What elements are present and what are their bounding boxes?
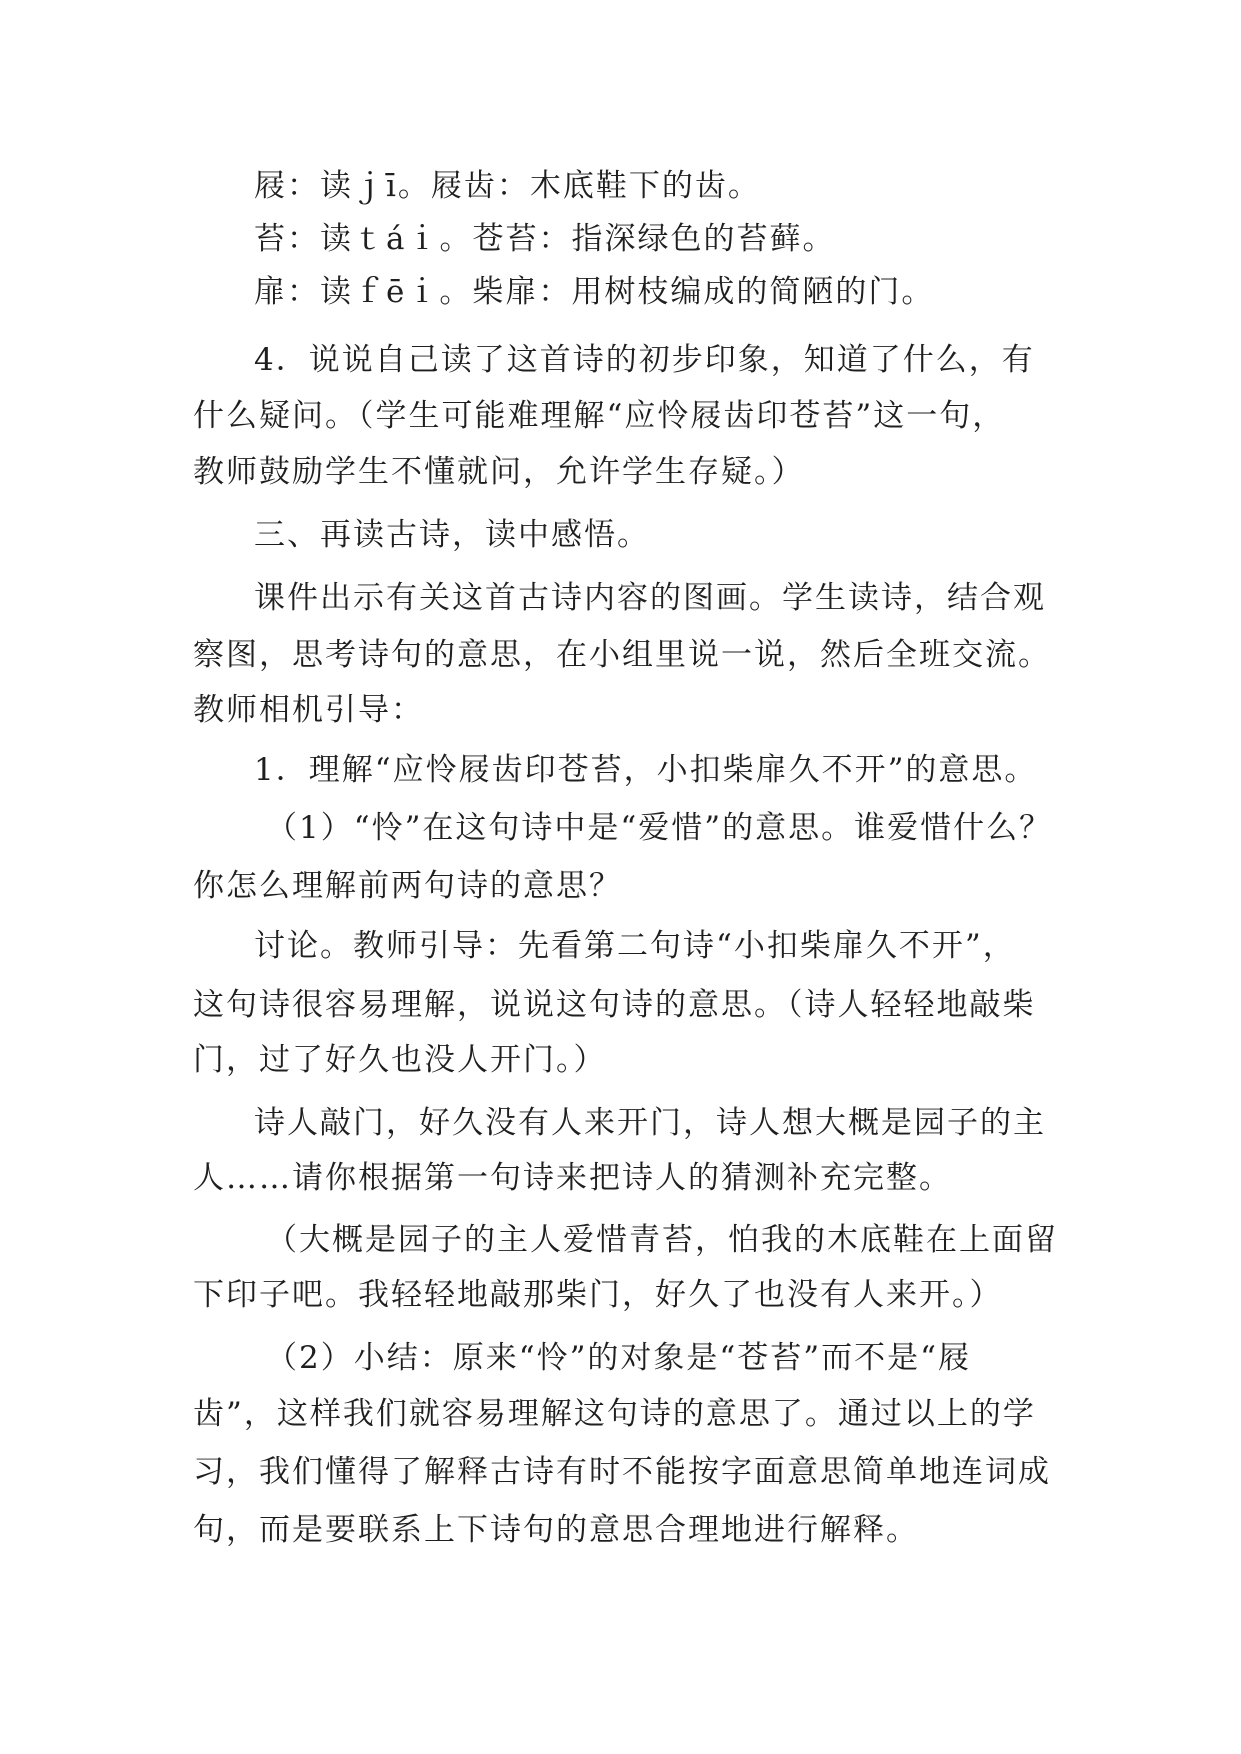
text-line: 句，而是要联系上下诗句的意思合理地进行解释。: [193, 1512, 919, 1548]
text-line: 门，过了好久也没人开门。）: [193, 1042, 607, 1078]
text-line: 教师鼓励学生不懂就问，允许学生存疑。）: [193, 454, 805, 490]
text-line: 1．理解“应怜屐齿印苍苔，小扣柴扉久不开”的意思。: [254, 752, 1038, 788]
text-line: 4．说说自己读了这首诗的初步印象，知道了什么，有: [254, 342, 1035, 378]
text-line: 屐：读ｊī。屐齿：木底鞋下的齿。: [254, 168, 761, 204]
text-line: 下印子吧。我轻轻地敲那柴门，好久了也没有人来开。）: [193, 1277, 1003, 1313]
text-line: 察图，思考诗句的意思，在小组里说一说，然后全班交流。: [193, 637, 1051, 673]
text-line: 讨论。教师引导：先看第二句诗“小扣柴扉久不开”，: [254, 928, 1016, 964]
text-line: 课件出示有关这首古诗内容的图画。学生读诗，结合观: [254, 580, 1046, 616]
text-line: 教师相机引导：: [193, 692, 424, 728]
text-line: 扉：读ｆēｉ。柴扉：用树枝编成的简陋的门。: [254, 274, 935, 310]
text-line: 什么疑问。（学生可能难理解“应怜屐齿印苍苔”这一句，: [193, 398, 1006, 434]
text-line: 三、再读古诗，读中感悟。: [254, 517, 650, 553]
text-line: （大概是园子的主人爱惜青苔，怕我的木底鞋在上面留: [266, 1222, 1058, 1258]
text-line: 诗人敲门，好久没有人来开门，诗人想大概是园子的主: [254, 1105, 1046, 1141]
text-line: 这句诗很容易理解，说说这句诗的意思。（诗人轻轻地敲柴: [193, 987, 1036, 1023]
text-line: 苔：读ｔáｉ。苍苔：指深绿色的苔藓。: [254, 221, 836, 257]
text-line: 你怎么理解前两句诗的意思？: [193, 868, 622, 904]
text-line: （2）小结：原来“怜”的对象是“苍苔”而不是“屐: [266, 1340, 971, 1376]
text-line: 习，我们懂得了解释古诗有时不能按字面意思简单地连词成: [193, 1454, 1051, 1490]
text-line: 人……请你根据第一句诗来把诗人的猜测补充完整。: [193, 1160, 952, 1196]
text-line: （1）“怜”在这句诗中是“爱惜”的意思。谁爱惜什么？: [266, 810, 1053, 846]
text-line: 齿”，这样我们就容易理解这句诗的意思了。通过以上的学: [193, 1396, 1036, 1432]
